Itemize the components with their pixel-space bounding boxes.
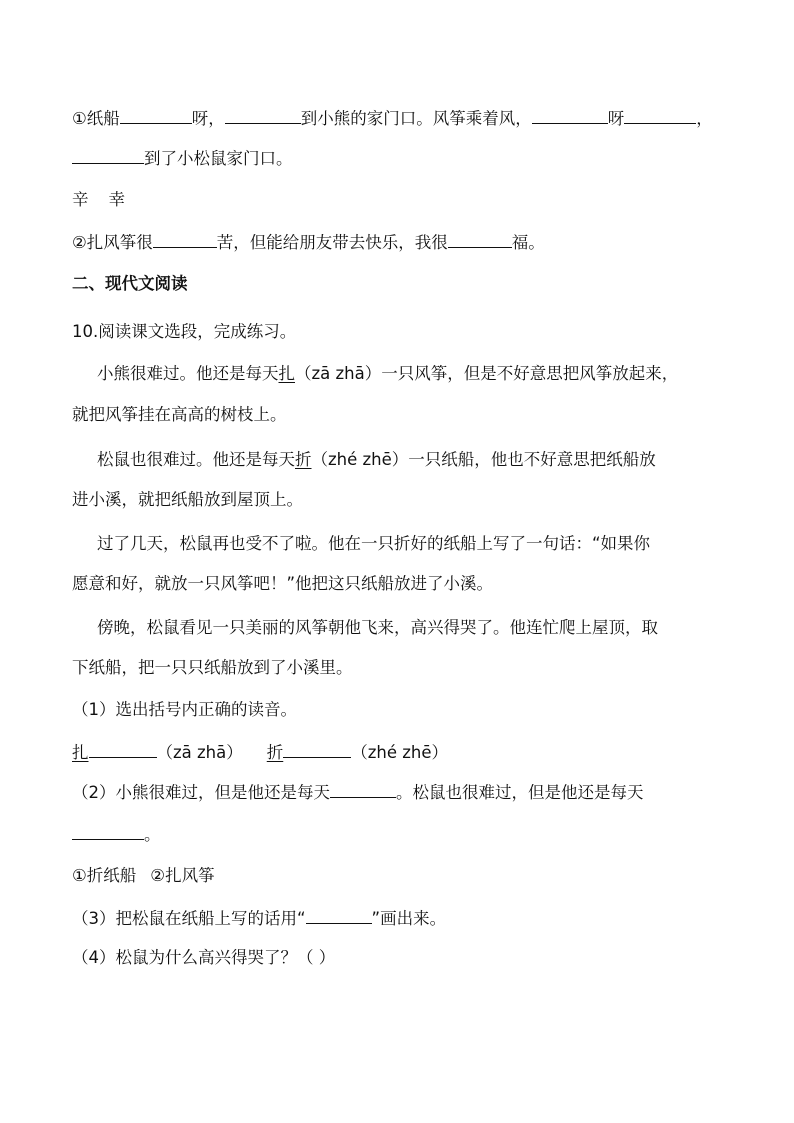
answer-blank[interactable] bbox=[330, 780, 396, 798]
passage-line: 过了几天，松鼠再也受不了啦。他在一只折好的纸船上写了一句话：“如果你 bbox=[97, 534, 651, 553]
answer-blank[interactable] bbox=[532, 106, 608, 124]
text: 苦，但能给朋友带去快乐，我很 bbox=[216, 233, 448, 252]
answer-blank[interactable] bbox=[72, 822, 144, 840]
sub-question-4: （4）松鼠为什么高兴得哭了？（ ） bbox=[72, 948, 336, 967]
text: （zhé zhē）一只纸船，他也不好意思把纸船放 bbox=[311, 450, 656, 469]
pinyin: （zhé zhē） bbox=[351, 743, 449, 762]
answer-blank[interactable] bbox=[225, 106, 301, 124]
text: ②扎风筝很 bbox=[72, 233, 153, 252]
passage-line bbox=[97, 448, 656, 472]
option: ①折纸船 bbox=[72, 866, 137, 885]
answer-blank[interactable] bbox=[72, 146, 144, 164]
text: 福。 bbox=[511, 233, 545, 252]
text: 松鼠也很难过。他还是每天 bbox=[97, 450, 295, 469]
sub-question-1: （1）选出括号内正确的读音。 bbox=[72, 700, 297, 719]
passage-line: 愿意和好，就放一只风筝吧！”他把这只纸船放进了小溪。 bbox=[72, 574, 494, 593]
char-option: 幸 bbox=[108, 190, 125, 209]
text: 到小熊的家门口。风筝乘着风， bbox=[300, 109, 532, 128]
answer-blank[interactable] bbox=[283, 740, 351, 758]
char-options bbox=[72, 188, 125, 212]
q9-line-3 bbox=[72, 230, 545, 254]
text: （3）把松鼠在纸船上写的话用“ bbox=[72, 909, 306, 928]
sub-question-1-answers bbox=[72, 740, 448, 764]
answer-blank[interactable] bbox=[624, 106, 696, 124]
text: 到了小松鼠家门口。 bbox=[144, 149, 293, 168]
answer-blank[interactable] bbox=[448, 230, 512, 248]
underlined-char: 折 bbox=[266, 743, 284, 762]
underlined-char: 扎 bbox=[278, 364, 295, 383]
text: 呀， bbox=[191, 109, 225, 128]
q9-line-1 bbox=[72, 106, 713, 130]
passage-line: 下纸船，把一只只纸船放到了小溪里。 bbox=[72, 658, 353, 677]
text: （2）小熊很难过，但是他还是每天 bbox=[72, 783, 330, 802]
text: （zā zhā）一只风筝，但是不好意思把风筝放起来， bbox=[295, 364, 679, 383]
answer-blank[interactable] bbox=[153, 230, 217, 248]
passage-line: 就把风筝挂在高高的树枝上。 bbox=[72, 405, 287, 424]
section-title: 二、现代文阅读 bbox=[72, 274, 188, 293]
pinyin: （zā zhā） bbox=[156, 743, 243, 762]
underlined-char: 折 bbox=[295, 450, 312, 469]
answer-blank[interactable] bbox=[120, 106, 192, 124]
text: 。松鼠也很难过，但是他还是每天 bbox=[396, 783, 644, 802]
q9-line-2 bbox=[72, 146, 293, 170]
text: ”画出来。 bbox=[371, 909, 447, 928]
passage-line: 傍晚，松鼠看见一只美丽的风筝朝他飞来，高兴得哭了。他连忙爬上屋顶，取 bbox=[97, 618, 658, 637]
answer-blank[interactable] bbox=[89, 740, 157, 758]
sub-question-2 bbox=[72, 780, 644, 804]
answer-blank[interactable] bbox=[306, 906, 372, 924]
underlined-char: 扎 bbox=[72, 743, 89, 762]
text: 呀 bbox=[607, 109, 625, 128]
sub-question-2-cont bbox=[72, 822, 161, 846]
text: 小熊很难过。他还是每天 bbox=[97, 364, 279, 383]
text: 。 bbox=[144, 825, 161, 844]
question-intro: 10.阅读课文选段，完成练习。 bbox=[72, 322, 297, 341]
text: ， bbox=[696, 109, 713, 128]
sub-question-3 bbox=[72, 906, 446, 930]
char-option: 辛 bbox=[72, 190, 89, 209]
passage-line bbox=[97, 362, 678, 386]
passage-line: 进小溪，就把纸船放到屋顶上。 bbox=[72, 490, 303, 509]
answer-options bbox=[72, 864, 215, 888]
text: ①纸船 bbox=[72, 109, 120, 128]
option: ②扎风筝 bbox=[150, 866, 215, 885]
